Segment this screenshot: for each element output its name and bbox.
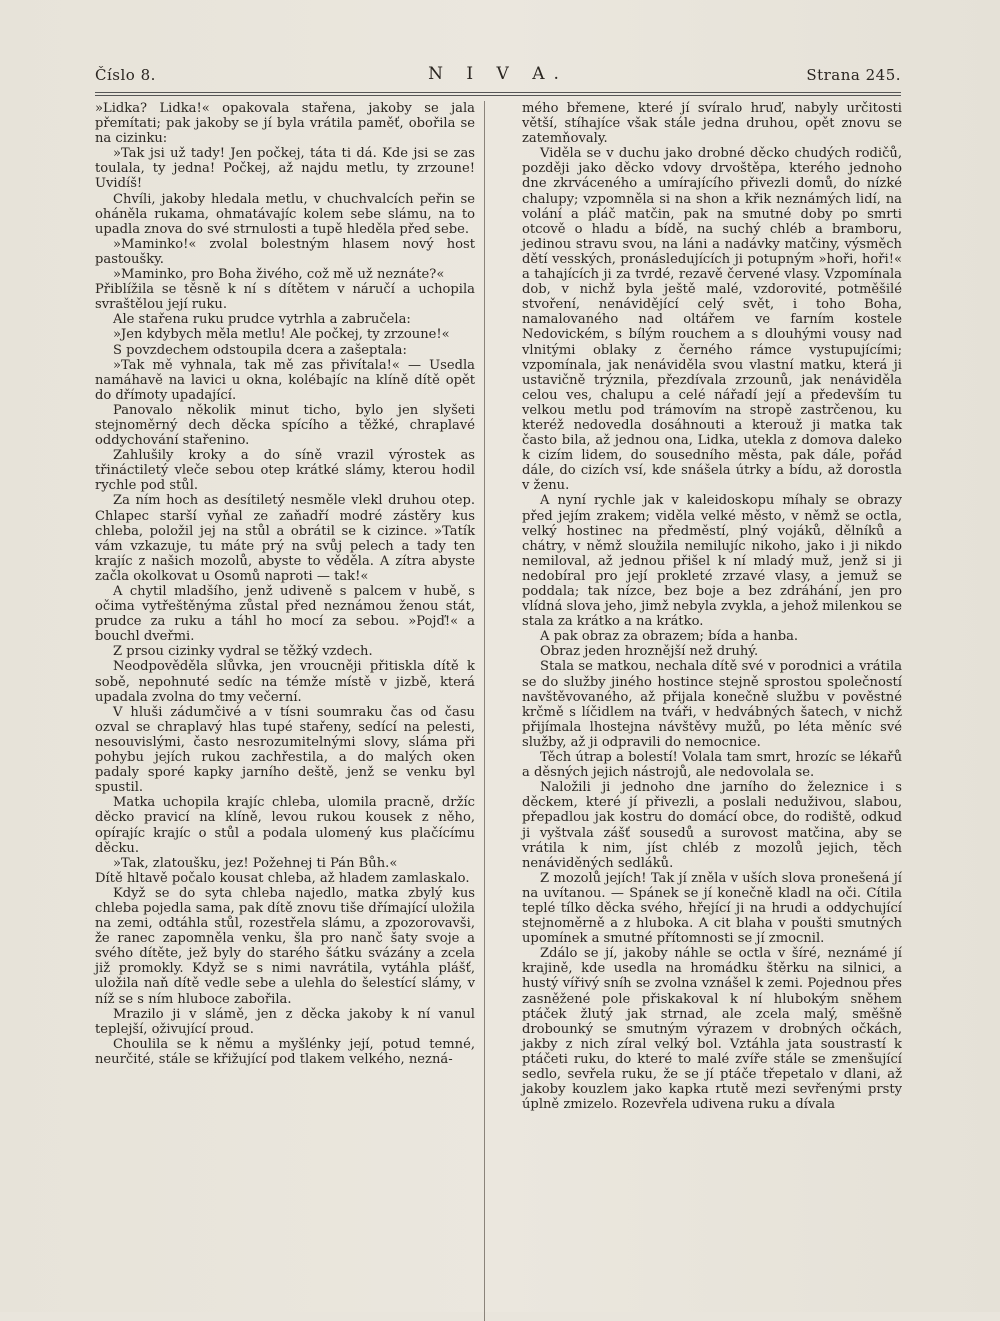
paragraph: Panovalo několik minut ticho, bylo jen slyšeti stejnoměrný dech děcka spícího a těžké, chraplavé oddychování stařenino. bbox=[95, 402, 475, 449]
paragraph: Z mozolů jejích! Tak jí zněla v uších slova pronešená jí na uvítanou. — Spánek se jí konečně kladl na oči. Cítila teplé tílko děcka svého, hřející ji na hrudi a oddychující stejnoměrně a z hluboka. A cit blaha v poušti smutných upomínek a smutné přítomnosti se jí zmocnil. bbox=[522, 870, 902, 947]
paragraph: V hluši zádumčivé a v tísni soumraku čas od času ozval se chraplavý hlas tupé stařeny, sedící na pelesti, nesouvislými, často nesrozumitelnými slovy, sláma při pohybu jejích rukou zachřestila, a do malých oken padaly sporé kapky jarního deště, jenž se venku byl spustil. bbox=[95, 704, 475, 796]
issue-number: Číslo 8. bbox=[95, 66, 156, 84]
page-number: Strana 245. bbox=[806, 66, 901, 84]
paragraph: Viděla se v duchu jako drobné děcko chudých rodičů, později jako děcko vdovy drvoštěpa, kterého jednoho dne zkrváceného a umírajícího přivezli domů, do nízké chalupy; vzpomněla si na shon a křik neznámých lidí, na volání a pláč matčin, pak na smutné doby po smrti otcově o hladu a bídě, na suchý chléb a bramboru, jedinou stravu svou, na láni a nadávky matčiny, výsměch dětí vesských, pronásledujících ji potupným »hoři, hoři!« a tahajících ji za tvrdé, rezavě červené vlasy. Vzpomínala dob, v nichž byla ještě malé, vzdorovité, potměšilé stvoření, nenávidějící celý svět, i toho Boha, namalovaného nad oltářem ve farním kostele Nedovickém, s bílým rouchem a s dlouhými vousy nad vlnitými oblaky z černého rámce vystupujícími; vzpomínala, jak nenáviděla svou vlastní matku, která ji ustavičně trýznila, přezdívala zrzounů, jak nenáviděla celou ves, chalupu a celé nářadí její a především tu velkou metlu pod trámovím na stropě zastrčenou, ku kteréž nedovedla dosáhnouti a kterouž ji matka tak často bila, až jednou ona, Lidka, utekla z domova daleko k cizím lidem, do sousedního města, pak dále, pořád dále, do cizích vsí, kde snášela útrky a bídu, až dorostla v ženu. bbox=[522, 146, 902, 494]
publication-title: N I V A. bbox=[428, 64, 568, 84]
page-header bbox=[95, 64, 901, 90]
paragraph: Obraz jeden hroznější než druhý. bbox=[540, 644, 759, 660]
right-column bbox=[522, 101, 902, 1112]
paragraph: »Tak, zlatoušku, jez! Požehnej ti Pán Bůh.« bbox=[113, 855, 398, 871]
paragraph: A pak obraz za obrazem; bída a hanba. bbox=[540, 629, 799, 645]
paragraph: Neodpověděla slůvka, jen vroucněji přitiskla dítě k sobě, nepohnuté sedíc na témže místě v jizbě, která upadala zvolna do tmy večerní. bbox=[95, 659, 475, 705]
paragraph: S povzdechem odstoupila dcera a zašeptala: bbox=[113, 342, 407, 358]
paragraph: Naložili ji jednoho dne jarního do železnice i s děckem, které jí přivezli, a poslali neduživou, slabou, přepadlou jak kostru do domácí obce, do rodiště, odkud ji vyštvala zášť sousedů a surovost matčina, aby se vrátila k nim, jíst chléb z mozolů jejich, těch nenáviděných sedláků. bbox=[522, 780, 902, 871]
paragraph: »Jen kdybych měla metlu! Ale počkej, ty zrzoune!« bbox=[113, 327, 450, 343]
paragraph: Choulila se k němu a myšlénky její, potud temné, neurčité, stále se křižující pod tlakem velkého, nezná- bbox=[95, 1036, 475, 1067]
paragraph: Stala se matkou, nechala dítě své v porodnici a vrátila se do služby jiného hostince stejně sprostou společností navštěvovaného, až přijala konečně službu v pověstné krčmě s líčidlem na tváři, v hedvábných šatech, v nichž přijímala lhostejna návštěvy mužů, po léta měníc své služby, až ji odpravili do nemocnice. bbox=[522, 659, 902, 750]
paragraph: Mrazilo ji v slámě, jen z děcka jakoby k ní vanul teplejší, oživující proud. bbox=[95, 1006, 475, 1037]
paragraph: Matka uchopila krajíc chleba, ulomila pracně, držíc děcko pravicí na klíně, levou rukou kousek z něho, opírajíc krajíc o stůl a podala ulomený kus plačícímu děcku. bbox=[95, 795, 475, 856]
paragraph: »Tak jsi už tady! Jen počkej, táta ti dá. Kde jsi se zas toulala, ty jedna! Počkej, až najdu metlu, ty zrzoune! Uvidíš! bbox=[95, 146, 475, 192]
paragraph: Zdálo se jí, jakoby náhle se octla v šíré, neznámé jí krajině, kde usedla na hromádku štěrku na silnici, a hustý vířivý sníh se zvolna vznášel k zemi. Pojednou přes zasněžené pole přiskakoval k ní hlubokým sněhem ptáček žlutý jak strnad, ale zcela malý, směšně drobounký se smutným výrazem v drobných očkách, jakby z nich zíral velký bol. Vztáhla jata soustrastí k ptáčeti ruku, do které to malé zvíře stále se zmenšující sedlo, sevřela ruku, že se jí ptáče třepetalo v dlani, až jakoby kouzlem jako kapka rtutě mezi sevřenými prsty úplně zmizelo. Rozevřela udivena ruku a dívala bbox=[522, 946, 902, 1113]
paragraph: »Maminko, pro Boha živého, což mě už neznáte?« bbox=[113, 267, 445, 283]
paragraph: A chytil mladšího, jenž udiveně s palcem v hubě, s očima vytřeštěnýma zůstal před neznámou ženou stát, prudce za ruku a táhl ho mocí za sebou. »Pojď!« a bouchl dveřmi. bbox=[95, 584, 475, 645]
paragraph: »Maminko!« zvolal bolestným hlasem nový host pastoušky. bbox=[95, 236, 475, 267]
paragraph: Přiblížila se těsně k ní s dítětem v náručí a uchopila svraštělou její ruku. bbox=[95, 282, 475, 313]
paragraph: A nyní rychle jak v kaleidoskopu míhaly se obrazy před jejím zrakem; viděla velké město, v němž se octla, velký hostinec na předměstí, plný vojáků, dělníků a chátry, v němž sloužila nemilujíc nikoho, jako i ji nikdo nemiloval, až jednou přišel k ní mladý muž, jenž si ji nedobíral pro její prokleté zrzavé vlasy, a jemuž se poddala; tak nízce, bez boje a bez zdráhání, jen pro vlídná slova jeho, jimž nebyla zvykla, a jehož milenkou se stala za krátko a na krátko. bbox=[522, 493, 902, 630]
paragraph: Zahlušily kroky a do síně vrazil výrostek as třináctiletý vleče sebou otep krátké slámy, kterou hodil rychle pod stůl. bbox=[95, 448, 475, 494]
paragraph: Ale stařena ruku prudce vytrhla a zabručela: bbox=[113, 312, 411, 328]
paragraph: Chvíli, jakoby hledala metlu, v chuchvalcích peřin se oháněla rukama, ohmatávajíc kolem sebe slámu, na to upadla znova do své strnulosti a tupě hleděla před sebe. bbox=[95, 191, 475, 237]
paragraph: Za ním hoch as desítiletý nesměle vlekl druhou otep. Chlapec starší vyňal ze zaňadří modré zástěry kus chleba, položil jej na stůl a obrátil se k cizince. »Tatík vám vzkazuje, tu máte prý na svůj pelech a tady ten krajíc z našich mozolů, abyste to věděla. A zítra abyste začla okolkovat u Osomů naproti — tak!« bbox=[95, 493, 475, 584]
left-column bbox=[95, 101, 475, 1067]
paragraph: Těch útrap a bolestí! Volala tam smrt, hrozíc se lékařů a děsných jejich nástrojů, ale nedovolala se. bbox=[522, 750, 902, 781]
header-rule bbox=[95, 92, 901, 96]
paragraph: »Tak mě vyhnala, tak mě zas přivítala!« — Usedla namáhavě na lavici u okna, kolébajíc na klíně dítě opět do dřímoty upadající. bbox=[95, 357, 475, 403]
paragraph: »Lidka? Lidka!« opakovala stařena, jakoby se jala přemítati; pak jakoby se jí byla vrátila paměť, obořila se na cizinku: bbox=[95, 101, 475, 147]
column-divider bbox=[484, 101, 485, 1321]
paragraph: Když se do syta chleba najedlo, matka zbylý kus chleba pojedla sama, pak dítě znovu tiše dřímající uložila na zemi, odtáhla stůl, rozestřela slámu, a zpozorovavši, že ranec zapomněla venku, šla pro nanč šaty svoje a svého dítěte, jež byly do starého šátku svázány a zcela již promokly. Když se s nimi navrátila, vytáhla plášť, uložila naň dítě vedle sebe a ulehla do šelestící slámy, v níž se s ním hluboce zabořila. bbox=[95, 885, 475, 1007]
paragraph: Dítě hltavě počalo kousat chleba, až hladem zamlaskalo. bbox=[95, 870, 470, 886]
paragraph: Z prsou cizinky vydral se těžký vzdech. bbox=[113, 644, 373, 660]
paragraph: mého břemene, které jí svíralo hruď, nabyly určitosti větší, stíhajíce však stále jedna druhou, opět znovu se zatemňovaly. bbox=[522, 101, 902, 147]
